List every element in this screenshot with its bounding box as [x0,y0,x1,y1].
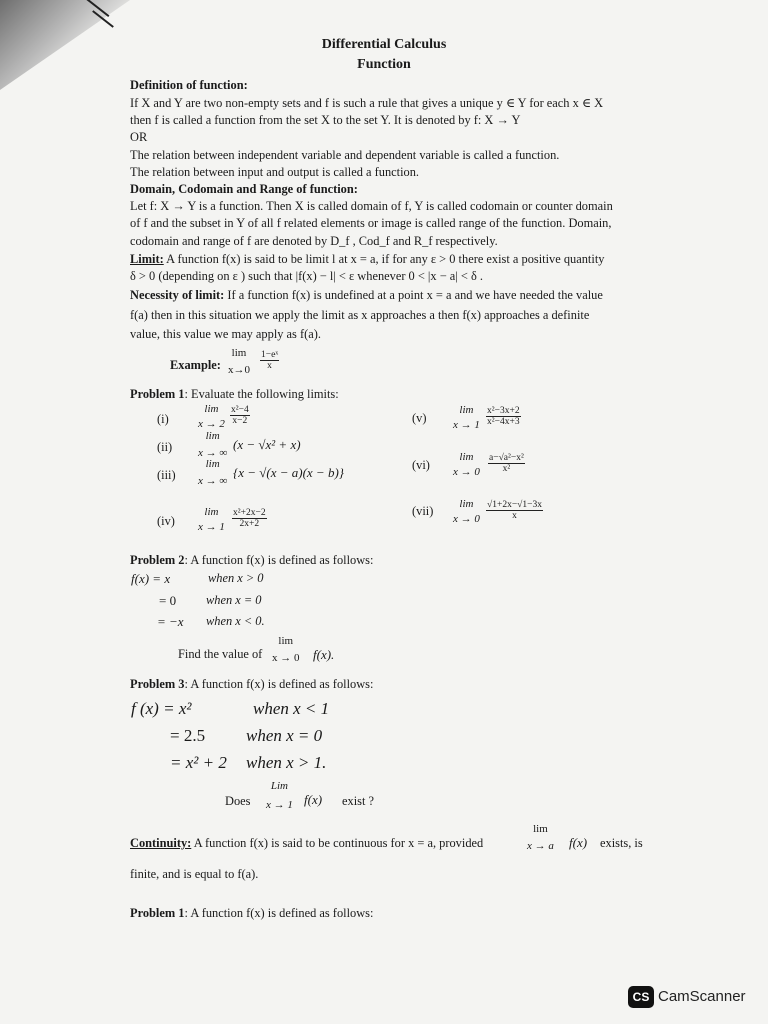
case-lhs: = 0 [159,593,177,608]
limit-expression-body: (x − √x² + x) [233,437,301,452]
case-lhs: = −x [157,614,184,629]
definition-line: If X and Y are two non-empty sets and f is such a rule that gives a unique y ∈ Y for each x ∈ X [130,96,604,110]
necessity-line: value, this value we may apply as f(a). [130,327,321,341]
limit-expression-body: f(x) [304,792,323,807]
problem-item-number: (iii) [157,468,176,482]
limit-expression: lim x → ∞ [198,430,228,459]
page-subtitle: Function [357,57,411,72]
problem-item-number: (v) [412,411,427,425]
camscanner-brand-text: CamScanner [658,988,746,1005]
problem-item-number: (ii) [157,440,173,454]
case-lhs: = x² + 2 [170,753,227,772]
relation-line: The relation between input and output is called a function. [130,165,420,179]
or-text: OR [130,130,148,144]
limit-expression: lim x → 2 [198,403,225,430]
problem-1-heading: Problem 1: Evaluate the following limits: [130,387,339,401]
limit-expression-body: f(x). [313,647,335,662]
limit-fraction: $\frac{\text{x²−3x+2}}{\text{x²−4x+3}}$ [487,406,520,427]
does-text: Does [225,794,251,808]
case-condition: when x > 1. [246,753,327,772]
limit-expression: lim x → 1 [198,506,225,533]
limit-expression: lim x → 0 [272,635,300,664]
limit-expression-body: f(x) [569,835,588,850]
limit-fraction: $\frac{\text{x²−4}}{x-2}$ [231,405,249,426]
limit-label: Limit: [130,252,164,266]
limit-expression: lim x → 0 [453,498,480,525]
domain-heading: Domain, Codomain and Range of function: [130,182,358,196]
exists-text: exists, is [600,836,643,850]
continuity-label: Continuity: [130,836,192,850]
limit-fraction: $\frac{\text{a−√a²−x²}}{\text{x²}}$ [489,453,524,474]
limit-text: A function f(x) is said to be limit l at x = a, if for any ε > 0 there exist a positive quantity [163,252,605,266]
relation-line: The relation between independent variable and dependent variable is called a function. [130,148,560,162]
domain-line: Let f: X → Y is a function. Then X is called domain of f, Y is called codomain or counter domain [130,199,613,213]
find-value-text: Find the value of [178,647,263,661]
definition-line: then f is called a function from the set X to the set Y. It is denoted by f: X → Y [130,113,521,127]
problem-item-number: (vi) [412,458,430,472]
problem-item-number: (vii) [412,504,434,518]
limit-expression: lim x → 0 [453,451,480,478]
case-condition: when x < 0. [206,614,265,628]
camscanner-logo-icon: CS [628,986,654,1008]
problem-2-heading: Problem 2: A function f(x) is defined as follows: [130,553,374,567]
problem-3-heading: Problem 3: A function f(x) is defined as follows: [130,677,374,691]
limit-expression: lim x → 1 [453,404,480,431]
limit-expression-body: {x − √(x − a)(x − b)} [233,465,344,480]
case-lhs: f(x) = x [131,571,171,586]
continuity-line: finite, and is equal to f(a). [130,867,259,881]
definition-heading: Definition of function: [130,78,248,92]
example-label: Example: [170,358,221,372]
case-lhs: = 2.5 [170,726,206,745]
page-title: Differential Calculus [321,37,447,52]
case-condition: when x > 0 [208,571,264,585]
case-condition: when x = 0 [246,726,323,745]
necessity-line: Necessity of limit: If a function f(x) is undefined at a point x = a and we have needed the value [130,288,603,302]
problem-1-continuity-heading: Problem 1: A function f(x) is defined as follows: [130,906,374,920]
example-fraction: $\frac{\text{1−eˣ}}{x}$ [261,350,279,371]
limit-expression: Lim x → 1 [266,780,293,811]
continuity-line: Continuity: A function f(x) is said to be continuous for x = a, provided [130,836,484,850]
exist-text: exist ? [342,794,374,808]
limit-expression: lim x → a [527,823,554,852]
case-lhs: f (x) = x² [131,699,192,718]
domain-line: of f and the subset in Y of all f related elements or image is called range of the function. Domain, [130,216,612,230]
domain-line: codomain and range of f are denoted by D_f , Cod_f and R_f respectively. [130,234,498,248]
limit-fraction: $\frac{\text{x²+2x−2}}{2x+2}$ [233,508,266,529]
problem-item-number: (iv) [157,514,175,528]
limit-line: δ > 0 (depending on ε ) such that |f(x) − l| < ε whenever 0 < |x − a| < δ . [130,269,483,283]
limit-definition [130,252,604,267]
case-condition: when x = 0 [206,593,262,607]
problem-item-number: (i) [157,412,169,426]
example-limit: lim x→0 [228,347,250,376]
limit-fraction: $\frac{√1+2x-√1-3x}{x}$ [487,500,543,521]
necessity-line: f(a) then in this situation we apply the limit as x approaches a then f(x) approaches a definite [130,308,590,322]
necessity-label: Necessity of limit: [130,288,225,302]
limit-expression: lim x → ∞ [198,458,228,487]
case-condition: when x < 1 [253,699,330,718]
